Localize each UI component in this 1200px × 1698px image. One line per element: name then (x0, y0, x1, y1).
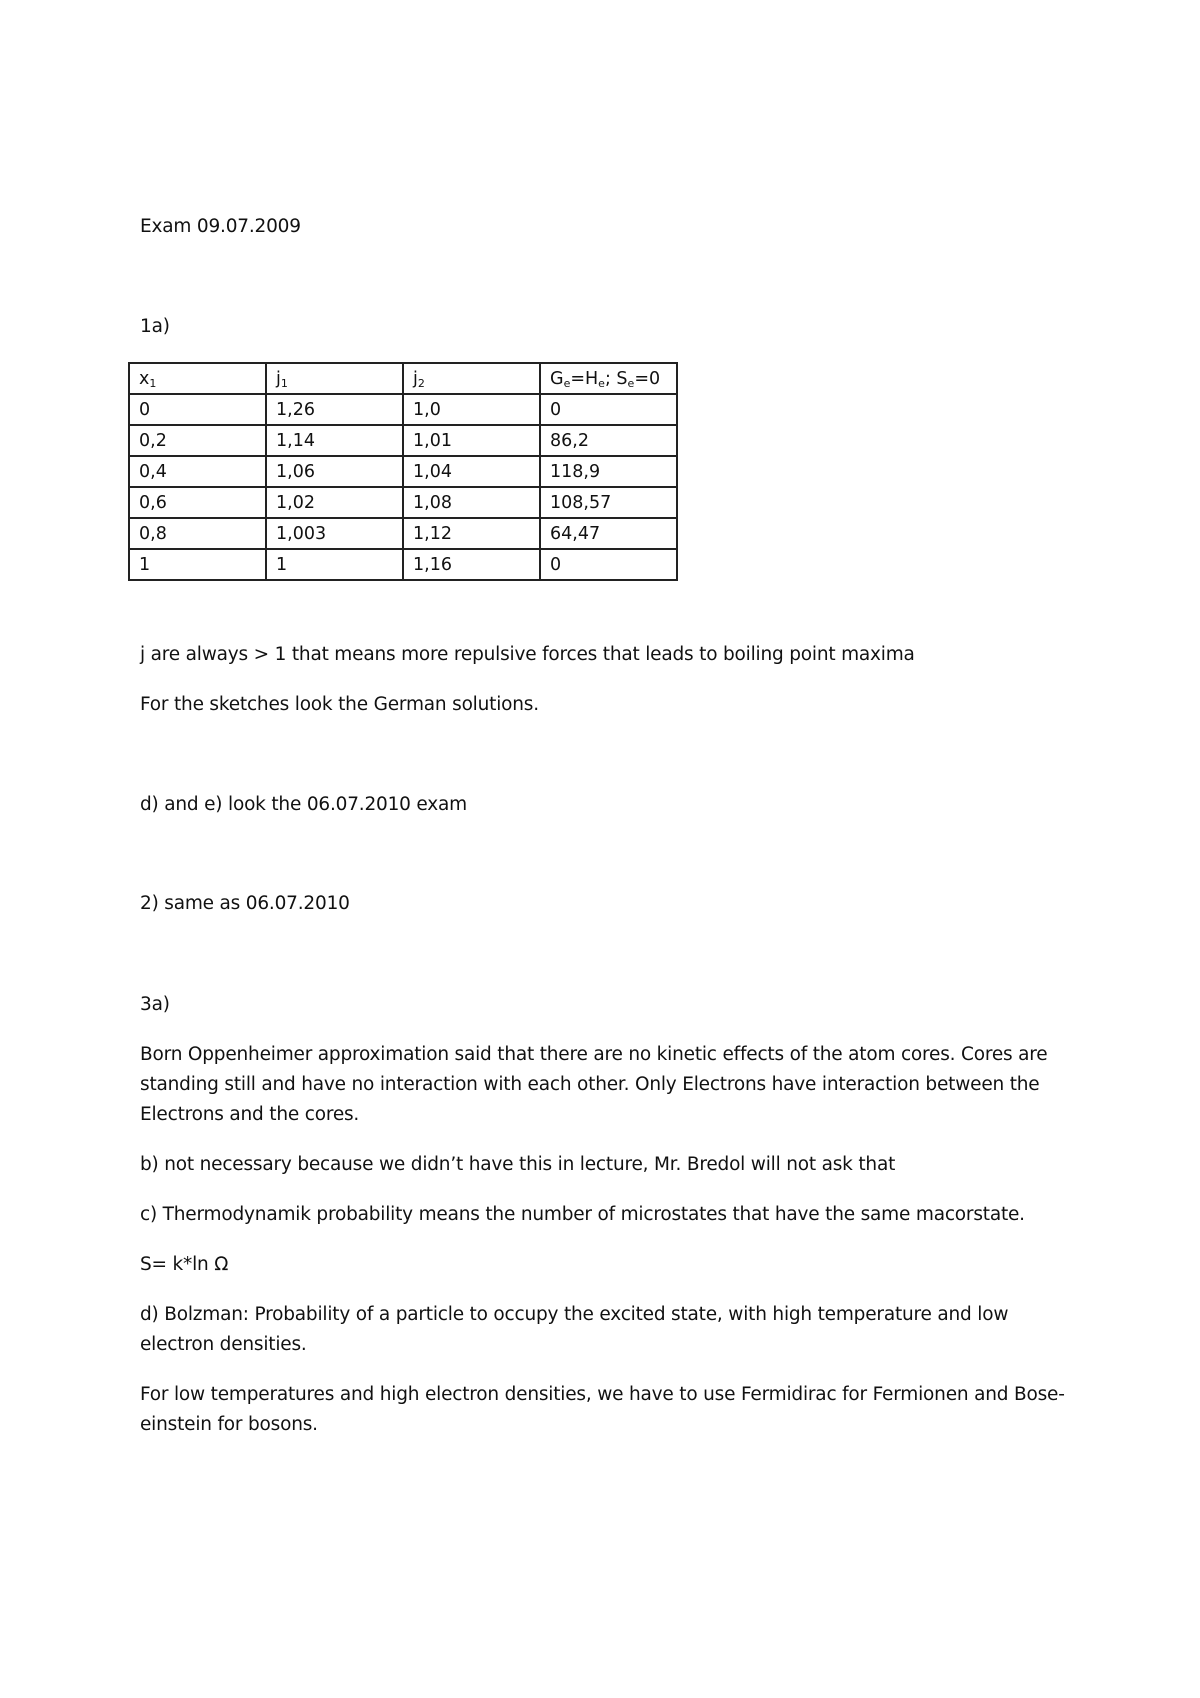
header-x1 (129, 363, 266, 394)
header-x1-base: x (139, 368, 150, 389)
table-cell: 0 (540, 394, 677, 425)
table-row (129, 394, 677, 425)
table-cell: 118,9 (540, 456, 677, 487)
paragraph-d-boltzmann: d) Bolzman: Probability of a particle to occupy the excited state, with high temperature and low electron densities. (140, 1304, 1009, 1355)
paragraph-2: 2) same as 06.07.2010 (140, 893, 350, 914)
table-cell: 1,14 (266, 425, 403, 456)
header-j1 (266, 363, 403, 394)
table-row (129, 487, 677, 518)
entropy-formula: S= k*ln Ω (140, 1254, 229, 1275)
header-ge-sub-s: e (627, 376, 635, 390)
header-ge-sub-g: e (563, 376, 571, 390)
table-cell: 1,0 (403, 394, 540, 425)
table-cell: 1 (129, 549, 266, 580)
paragraph-born-oppenheimer: Born Oppenheimer approximation said that there are no kinetic effects of the atom cores. Cores are standing still and have no interaction with each other. Only Electrons have interaction between the Electrons and the cores. (140, 1044, 1048, 1125)
table-cell: 0,2 (129, 425, 266, 456)
table-cell: 0,4 (129, 456, 266, 487)
table-cell: 1,26 (266, 394, 403, 425)
table-cell: 0,6 (129, 487, 266, 518)
header-j2-sub: 2 (417, 376, 425, 390)
table-cell: 86,2 (540, 425, 677, 456)
paragraph-j-always: j are always > 1 that means more repulsive forces that leads to boiling point maxima (140, 644, 915, 665)
header-j2 (403, 363, 540, 394)
section-heading-3a: 3a) (140, 994, 170, 1015)
table-cell: 1,04 (403, 456, 540, 487)
header-j1-base: j (276, 368, 281, 389)
table-cell: 0 (540, 549, 677, 580)
table-cell: 1,01 (403, 425, 540, 456)
paragraph-d-e: d) and e) look the 06.07.2010 exam (140, 794, 467, 815)
table-header-row (129, 363, 677, 394)
header-ge-zero: =0 (634, 368, 661, 389)
table-cell: 64,47 (540, 518, 677, 549)
header-ge-s: ; S (604, 368, 628, 389)
paragraph-low-temperatures: For low temperatures and high electron densities, we have to use Fermidirac for Fermionen and Bose-einstein for bosons. (140, 1384, 1065, 1435)
header-x1-sub: 1 (149, 376, 157, 390)
header-ge-sub-h: e (598, 376, 605, 390)
paragraph-c: c) Thermodynamik probability means the number of microstates that have the same macorstate. (140, 1204, 1025, 1225)
paragraph-b: b) not necessary because we didn’t have this in lecture, Mr. Bredol will not ask that (140, 1154, 896, 1175)
table-row (129, 518, 677, 549)
table-cell: 1,02 (266, 487, 403, 518)
table-cell: 1,06 (266, 456, 403, 487)
table-cell: 1 (266, 549, 403, 580)
header-ge-h: =H (570, 368, 599, 389)
table-cell: 1,12 (403, 518, 540, 549)
document-title: Exam 09.07.2009 (140, 216, 301, 237)
table-row (129, 425, 677, 456)
header-j2-base: j (413, 368, 418, 389)
header-ge-g: G (550, 368, 564, 389)
header-j1-sub: 1 (280, 376, 288, 390)
paragraph-sketches: For the sketches look the German solutions. (140, 694, 539, 715)
table-cell: 108,57 (540, 487, 677, 518)
table-cell: 1,003 (266, 518, 403, 549)
table-cell: 1,16 (403, 549, 540, 580)
table-cell: 1,08 (403, 487, 540, 518)
table-row (129, 549, 677, 580)
table-row (129, 456, 677, 487)
section-heading-1a: 1a) (140, 316, 170, 337)
table-cell: 0 (129, 394, 266, 425)
data-table (128, 362, 678, 581)
header-ge (540, 363, 677, 394)
table-cell: 0,8 (129, 518, 266, 549)
